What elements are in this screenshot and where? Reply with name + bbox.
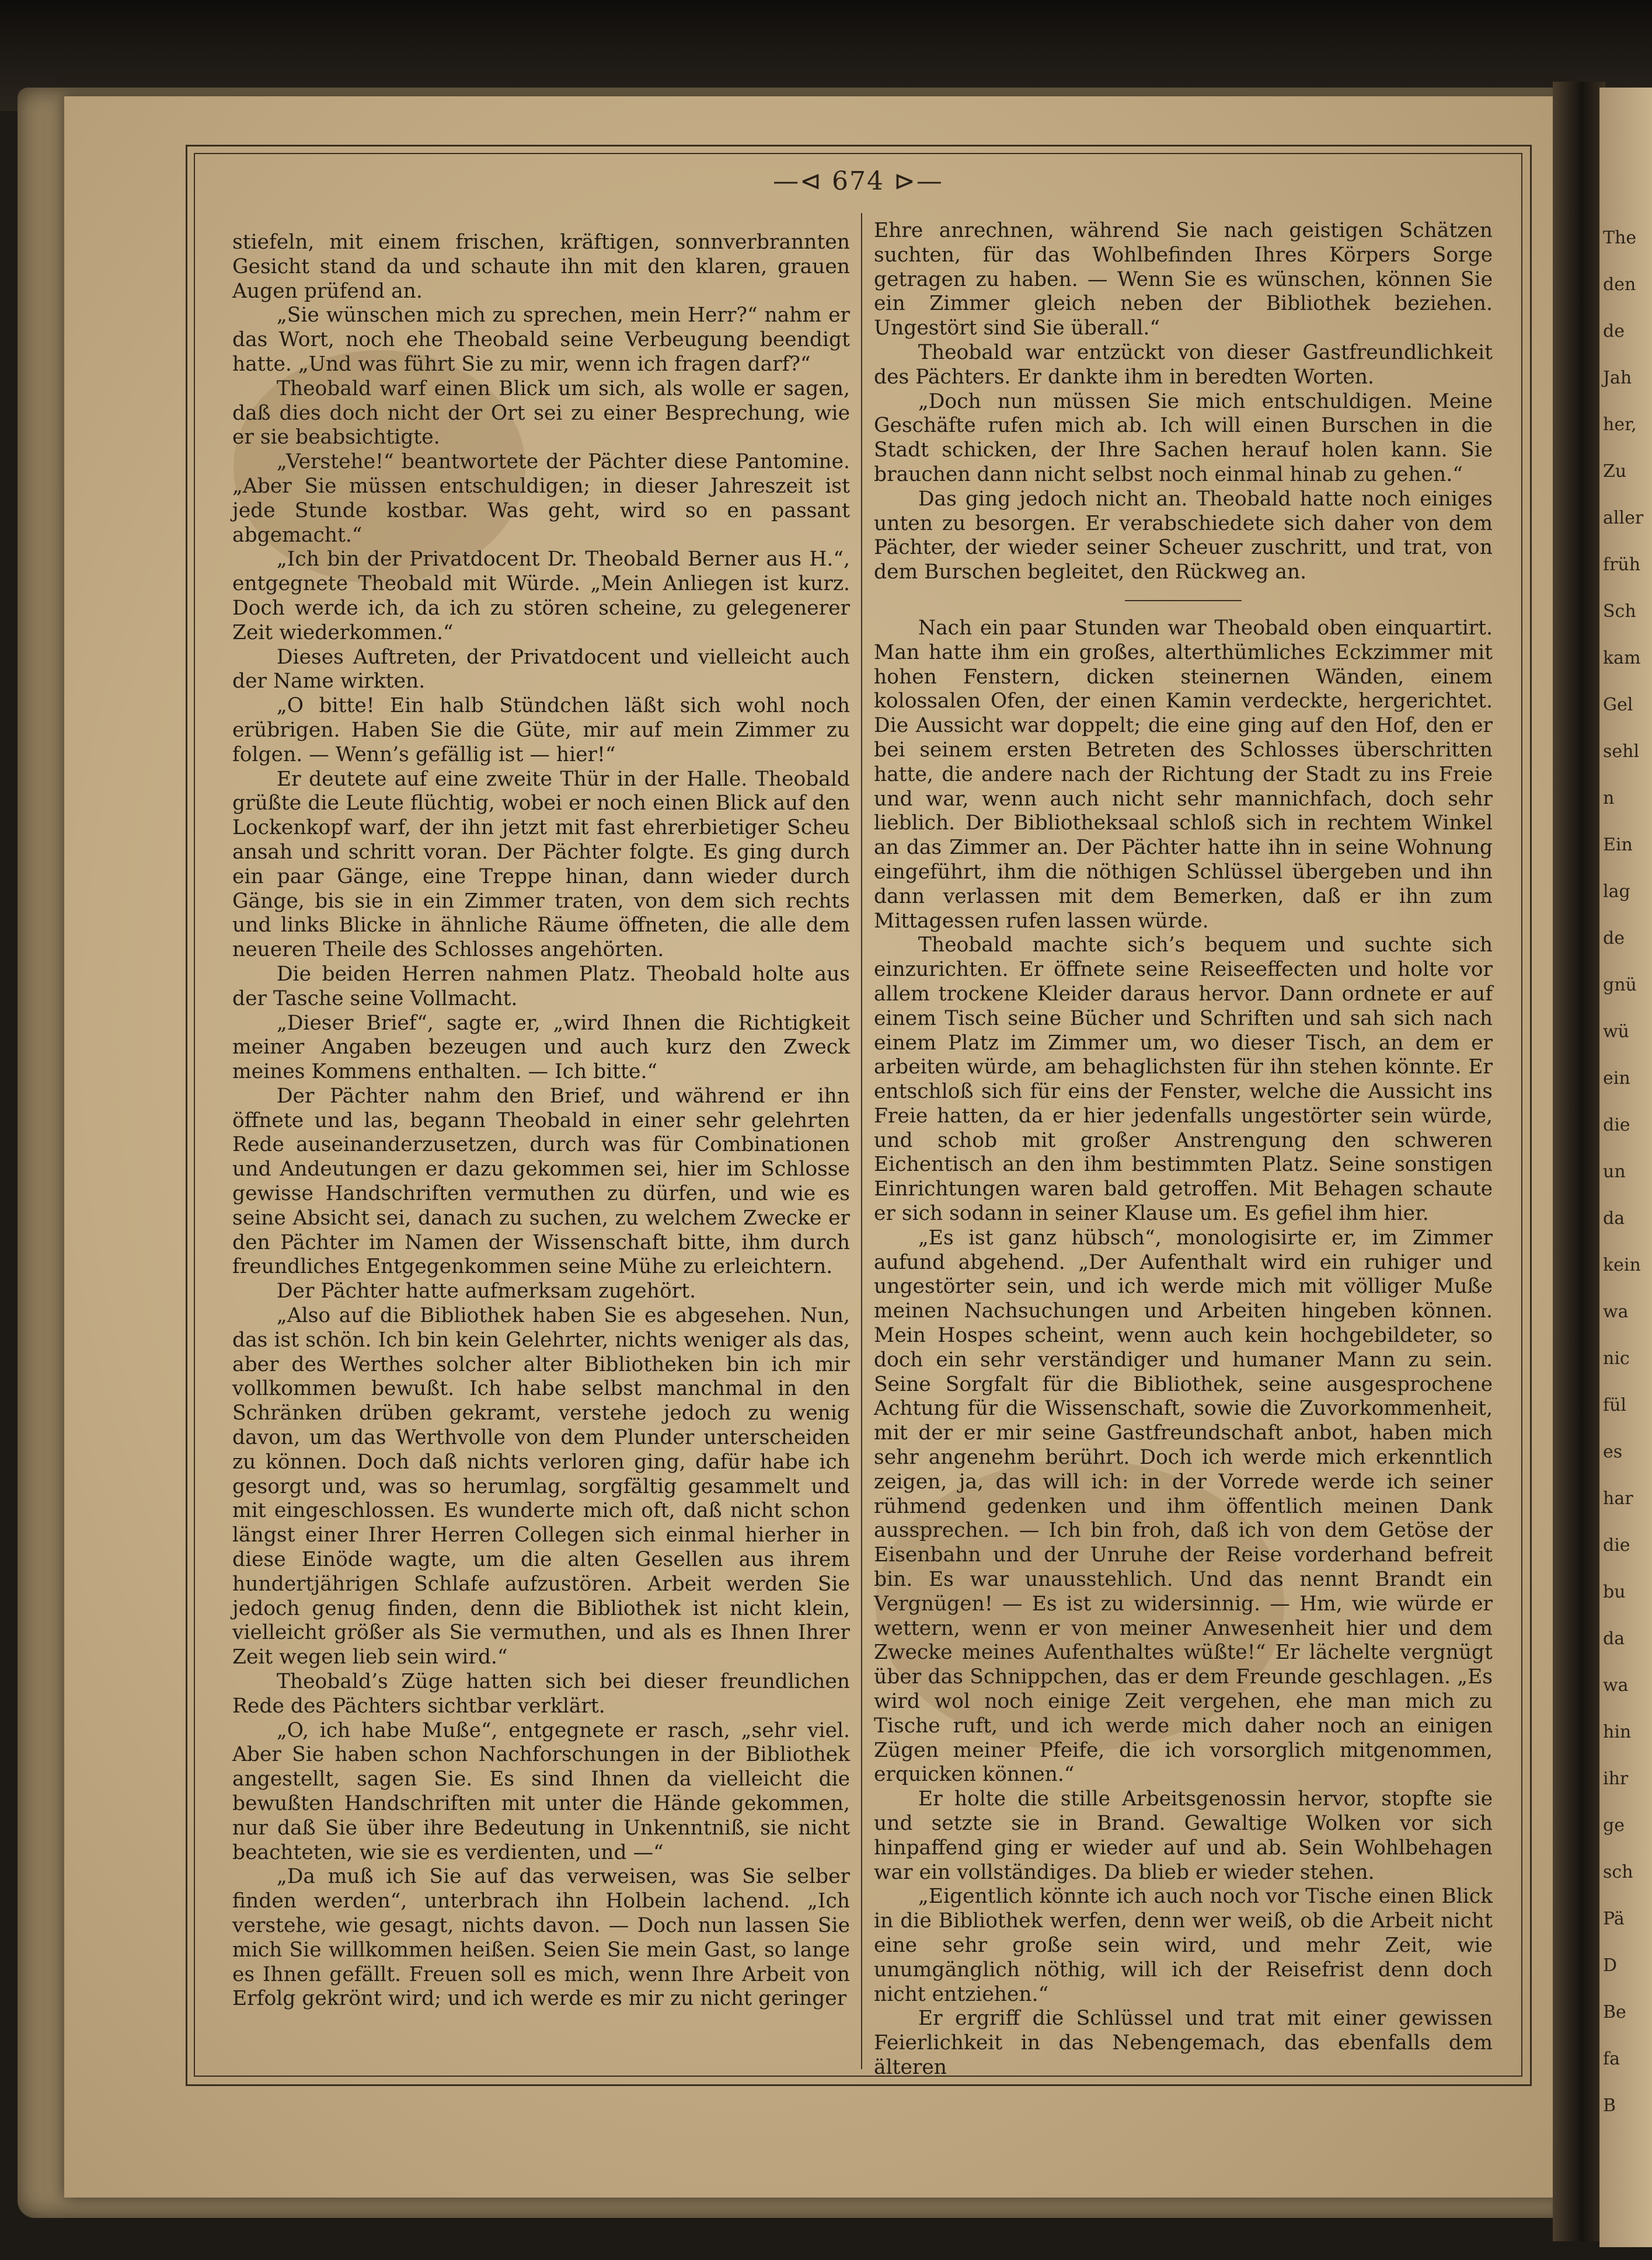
facing-page-fragment: The: [1603, 228, 1637, 248]
facing-page-fragment: da: [1603, 1208, 1625, 1229]
facing-page-fragment: lag: [1603, 881, 1630, 902]
paragraph: „Also auf die Bibliothek haben Sie es abgesehen. Nun, das ist schön. Ich bin kein Gelehrter, nichts weniger als das, aber des Werthes solcher alter Bibliotheken bin ich mir vollkommen bewußt. Ich habe selbst manchmal in den Schränken drüben gekramt, verstehe jedoch zu wenig davon, um das Werthvolle von dem Plunder unterscheiden zu können. Doch daß nichts verloren ging, dafür habe ich gesorgt und, was so herumlag, sorgfältig gesammelt und mit eingeschlossen. Es wunderte mich oft, daß nicht schon längst einer Ihrer Herren Collegen sich einmal hierher in diese Einöde wagte, um die alten Gesellen aus ihrem hundertjährigen Schlafe aufzustören. Arbeit werden Sie jedoch genug finden, denn die Bibliothek ist nicht klein, vielleicht größer als Sie vermuthen, und als es Ihnen Ihrer Zeit wegen lieb sein wird.“: [232, 1304, 850, 1669]
text-column-left: [232, 231, 850, 2011]
paragraph: Er deutete auf eine zweite Thür in der Halle. Theobald grüßte die Leute flüchtig, wobei er noch einen Blick auf den Lockenkopf warf, der ihn jetzt mit fast ehrerbietiger Scheu ansah und schritt voran. Der Pächter folgte. Es ging durch ein paar Gänge, eine Treppe hinan, dann wieder durch Gänge, bis sie in ein Zimmer traten, von dem sich rechts und links Blicke in ähnliche Räume öffneten, die alle dem neueren Theile des Schlosses angehörten.: [232, 767, 850, 962]
paragraph: Das ging jedoch nicht an. Theobald hatte noch einiges unten zu besorgen. Er verabschiedete sich daher von dem Pächter, der wieder seiner Scheuer zuschritt, und trat, von dem Burschen begleitet, den Rückweg an.: [874, 487, 1493, 584]
facing-page-fragment: wa: [1603, 1302, 1629, 1322]
facing-page-fragment: sehl: [1603, 741, 1640, 762]
paragraph: Theobald warf einen Blick um sich, als wolle er sagen, daß dies doch nicht der Ort sei zu einer Besprechung, wie er sie beabsichtigte.: [232, 376, 850, 449]
paragraph: Theobald machte sich’s bequem und suchte sich einzurichten. Er öffnete seine Reiseeffecten und holte vor allem trockene Kleider daraus hervor. Dann ordnete er auf einem Tisch seine Bücher und Schriften und sah sich nach einem Platz im Zimmer um, wo dieser Tisch, an dem er arbeiten würde, am behaglichsten für ihn stehen könnte. Er entschloß sich für eins der Fenster, welche die Aussicht ins Freie hatten, da er hier jedenfalls ungestörter sein würde, und schob mit großer Anstrengung den schweren Eichentisch an den ihm bestimmten Platz. Seine sonstigen Einrichtungen waren bald getroffen. Mit Behagen schaute er sich sodann in seiner Klause um. Es gefiel ihm hier.: [874, 933, 1493, 1226]
paragraph: Er holte die stille Arbeitsgenossin hervor, stopfte sie und setzte sie in Brand. Gewaltige Wolken vor sich hinpaffend ging er wieder auf und ab. Sein Wohlbehagen war ein vollständiges. Da blieb er wieder stehen.: [874, 1787, 1493, 1884]
paragraph: Dieses Auftreten, der Privatdocent und vielleicht auch der Name wirkten.: [232, 645, 850, 693]
paragraph: Theobald’s Züge hatten sich bei dieser freundlichen Rede des Pächters sichtbar verklärt.: [232, 1670, 850, 1718]
facing-page-fragment: es: [1603, 1442, 1623, 1462]
facing-page-fragment: früh: [1603, 554, 1641, 575]
section-divider-rule: [1125, 600, 1242, 601]
facing-page-fragment: de: [1603, 321, 1625, 341]
facing-page-fragment: Zu: [1603, 461, 1627, 482]
paragraph: Die beiden Herren nahmen Platz. Theobald holte aus der Tasche seine Vollmacht.: [232, 962, 850, 1010]
facing-page-fragment: nic: [1603, 1348, 1630, 1369]
facing-page-fragment: sch: [1603, 1862, 1633, 1882]
paragraph: „Verstehe!“ beantwortete der Pächter diese Pantomine. „Aber Sie müssen entschuldigen; in dieser Jahreszeit ist jede Stunde kostbar. Was geht, wird so en passant abgemacht.“: [232, 450, 850, 547]
facing-page-fragment: Gel: [1603, 695, 1633, 715]
facing-page-fragment: Ein: [1603, 835, 1633, 855]
paragraph: „O bitte! Ein halb Stündchen läßt sich wohl noch erübrigen. Haben Sie die Güte, mir auf mein Zimmer zu folgen. — Wenn’s gefällig ist — hier!“: [232, 694, 850, 766]
paragraph: „Sie wünschen mich zu sprechen, mein Herr?“ nahm er das Wort, noch ehe Theobald seine Verbeugung beendigt hatte. „Und was führt Sie zu mir, wenn ich fragen darf?“: [232, 304, 850, 376]
paragraph: „Da muß ich Sie auf das verweisen, was Sie selber finden werden“, unterbrach ihn Holbein lachend. „Ich verstehe, wie gesagt, nichts davon. — Doch nun lassen Sie mich Sie willkommen heißen. Seien Sie mein Gast, so lange es Ihnen gefällt. Freuen soll es mich, wenn Ihre Arbeit von Erfolg gekrönt wird; und ich werde es mir zu nicht geringer: [232, 1865, 850, 2011]
paragraph: „Ich bin der Privatdocent Dr. Theobald Berner aus H.“, entgegnete Theobald mit Würde. „Mein Anliegen ist kurz. Doch werde ich, da ich zu stören scheine, zu gelegenerer Zeit wiederkommen.“: [232, 547, 850, 644]
facing-page-fragment: fa: [1603, 2049, 1620, 2069]
facing-page-fragment: fül: [1603, 1395, 1627, 1415]
facing-page-fragment: her,: [1603, 414, 1637, 435]
paragraph: „O, ich habe Muße“, entgegnete er rasch, „sehr viel. Aber Sie haben schon Nachforschungen in der Bibliothek angestellt, sagen Sie. Es sind Ihnen da vielleicht die bewußten Handschriften mit unter die Hände gekommen, nur daß Sie über ihre Bedeutung in Unkenntniß, sie nicht beachteten, wie sie es verdienten, und —“: [232, 1718, 850, 1864]
paragraph: Er ergriff die Schlüssel und trat mit einer gewissen Feierlichkeit in das Nebengemach, das ebenfalls dem älteren: [874, 2007, 1493, 2079]
facing-page-fragment: Sch: [1603, 601, 1636, 622]
paragraph: stiefeln, mit einem frischen, kräftigen, sonnverbrannten Gesicht stand da und schaute ihn mit den klaren, grauen Augen prüfend an.: [232, 231, 850, 303]
page-number: —⊲ 674 ⊳—: [773, 166, 943, 196]
facing-page-fragment: hin: [1603, 1722, 1632, 1742]
facing-page-fragment: gnü: [1603, 975, 1637, 995]
facing-page-fragment: Jah: [1603, 368, 1632, 388]
paragraph: „Eigentlich könnte ich auch noch vor Tische einen Blick in die Bibliothek werfen, denn wer weiß, ob die Arbeit nicht eine sehr große sein wird, und mehr Zeit, wie unumgänglich nöthig, will ich der Reisefrist denn doch nicht entziehen.“: [874, 1885, 1493, 2006]
facing-page-fragment: da: [1603, 1628, 1625, 1649]
book-gutter: [1553, 82, 1605, 2241]
facing-page-edge: [1599, 88, 1652, 2247]
paragraph: „Es ist ganz hübsch“, monologisirte er, im Zimmer aufund abgehend. „Der Aufenthalt wird ein ruhiger und ungestörter sein, und ich werde mich mit völliger Muße meinen Nachsuchungen und Arbeiten hingeben können. Mein Hospes scheint, wenn auch kein hochgebildeter, so doch ein sehr verständiger und humaner Mann zu sein. Seine Sorgfalt für die Bibliothek, seine ausgesprochene Achtung für die Wissenschaft, sowie die Zuvorkommenheit, mit der er mir seine Gastfreundschaft anbot, haben mich sehr angenehm berührt. Doch ich werde mich erkenntlich zeigen, ja, das will ich: in der Vorrede werde ich seiner rühmend gedenken und ihm öffentlich meinen Dank aussprechen. — Ich bin froh, daß ich von dem Getöse der Eisenbahn und der Unruhe der Reise vorderhand befreit bin. Es war unausstehlich. Und das nennt Brandt ein Vergnügen! — Es ist zu widersinnig. — Hm, wie würde er wettern, wenn er von meiner Anwesenheit hier und dem Zwecke meines Aufenthaltes wüßte!“ Er lächelte vergnügt über das Schnippchen, das er dem Freunde geschlagen. „Es wird wol noch einige Zeit vergehen, ehe man mich zu Tische ruft, und ich werde mich daher noch an einigen Zügen meiner Pfeife, die ich vorsorglich mitgenommen, erquicken können.“: [874, 1226, 1493, 1787]
paragraph: „Dieser Brief“, sagte er, „wird Ihnen die Richtigkeit meiner Angaben bezeugen und auch kurz den Zweck meines Kommens enthalten. — Ich bitte.“: [232, 1011, 850, 1084]
facing-page-fragment: bu: [1603, 1582, 1626, 1602]
paragraph: Der Pächter hatte aufmerksam zugehört.: [276, 1279, 696, 1303]
paragraph: Ehre anrechnen, während Sie nach geistigen Schätzen suchten, für das Wohlbefinden Ihres Körpers Sorge getragen zu haben. — Wenn Sie es wünschen, können Sie ein Zimmer gleich neben der Bibliothek beziehen. Ungestört sind Sie überall.“: [874, 219, 1493, 340]
facing-page-fragment: wa: [1603, 1675, 1629, 1696]
facing-page-fragment: ein: [1603, 1068, 1630, 1089]
paragraph: Theobald war entzückt von dieser Gastfreundlichkeit des Pächters. Er dankte ihm in beredten Worten.: [874, 340, 1493, 389]
column-divider: [861, 213, 862, 2069]
text-block-right-upper: [874, 219, 1493, 585]
facing-page-fragment: B: [1603, 2095, 1616, 2116]
paragraph: Der Pächter nahm den Brief, und während er ihn öffnete und las, begann Theobald in einer sehr gelehrten Rede auseinanderzusetzen, durch was für Combinationen und Andeutungen er dazu gekommen sei, hier im Schlosse gewisse Handschriften vermuthen zu dürfen, und wie es seine Absicht sei, danach zu suchen, zu welchem Zwecke er den Pächter im Namen der Wissenschaft bitte, ihm durch freundliches Entgegenkommen seine Mühe zu erleichtern.: [232, 1084, 850, 1279]
facing-page-fragment: un: [1603, 1162, 1626, 1182]
facing-page-fragment: wü: [1603, 1021, 1629, 1042]
facing-page-fragment: aller: [1603, 508, 1644, 528]
facing-page-fragment: die: [1603, 1115, 1630, 1135]
facing-page-fragment: die: [1603, 1535, 1630, 1556]
paragraph: „Doch nun müssen Sie mich entschuldigen. Meine Geschäfte rufen mich ab. Ich will einen Burschen in die Stadt schicken, der Ihre Sachen herauf holen kann. Sie brauchen dann nicht selbst noch einmal hinab zu gehen.“: [874, 389, 1493, 486]
facing-page-fragment: ihr: [1603, 1769, 1629, 1789]
facing-page-fragment: ge: [1603, 1815, 1625, 1836]
facing-page-fragment: D: [1603, 1955, 1618, 1976]
facing-page-fragment: n: [1603, 788, 1615, 808]
facing-page-fragment: den: [1603, 274, 1636, 295]
facing-page-fragment: har: [1603, 1488, 1633, 1509]
facing-page-fragment: kam: [1603, 648, 1641, 668]
paragraph: Nach ein paar Stunden war Theobald oben einquartirt. Man hatte ihm ein großes, alterthümliches Eckzimmer mit hohen Fenstern, dicken steinernen Wänden, einem kolossalen Ofen, der einen Kamin verdeckte, hergerichtet. Die Aussicht war doppelt; die eine ging auf den Hof, den er bei seinem ersten Betreten des Schlosses überschritten hatte, die andere nach der Richtung der Stadt zu ins Freie und war, wenn auch nicht sehr mannichfach, doch sehr lieblich. Der Bibliotheksaal schloß sich in rechtem Winkel an das Zimmer an. Der Pächter hatte ihn in seine Wohnung eingeführt, ihm die nöthigen Schlüssel übergeben und ihn dann verlassen mit dem Bemerken, daß er ihn zum Mittagessen rufen lassen würde.: [874, 616, 1493, 933]
text-column-right: [874, 219, 1493, 2080]
text-block-right-lower: [874, 616, 1493, 2080]
facing-page-fragment: Pä: [1603, 1909, 1625, 1929]
facing-page-fragment: de: [1603, 928, 1625, 948]
facing-page-fragment: kein: [1603, 1255, 1641, 1275]
facing-page-fragment: Be: [1603, 2002, 1626, 2022]
